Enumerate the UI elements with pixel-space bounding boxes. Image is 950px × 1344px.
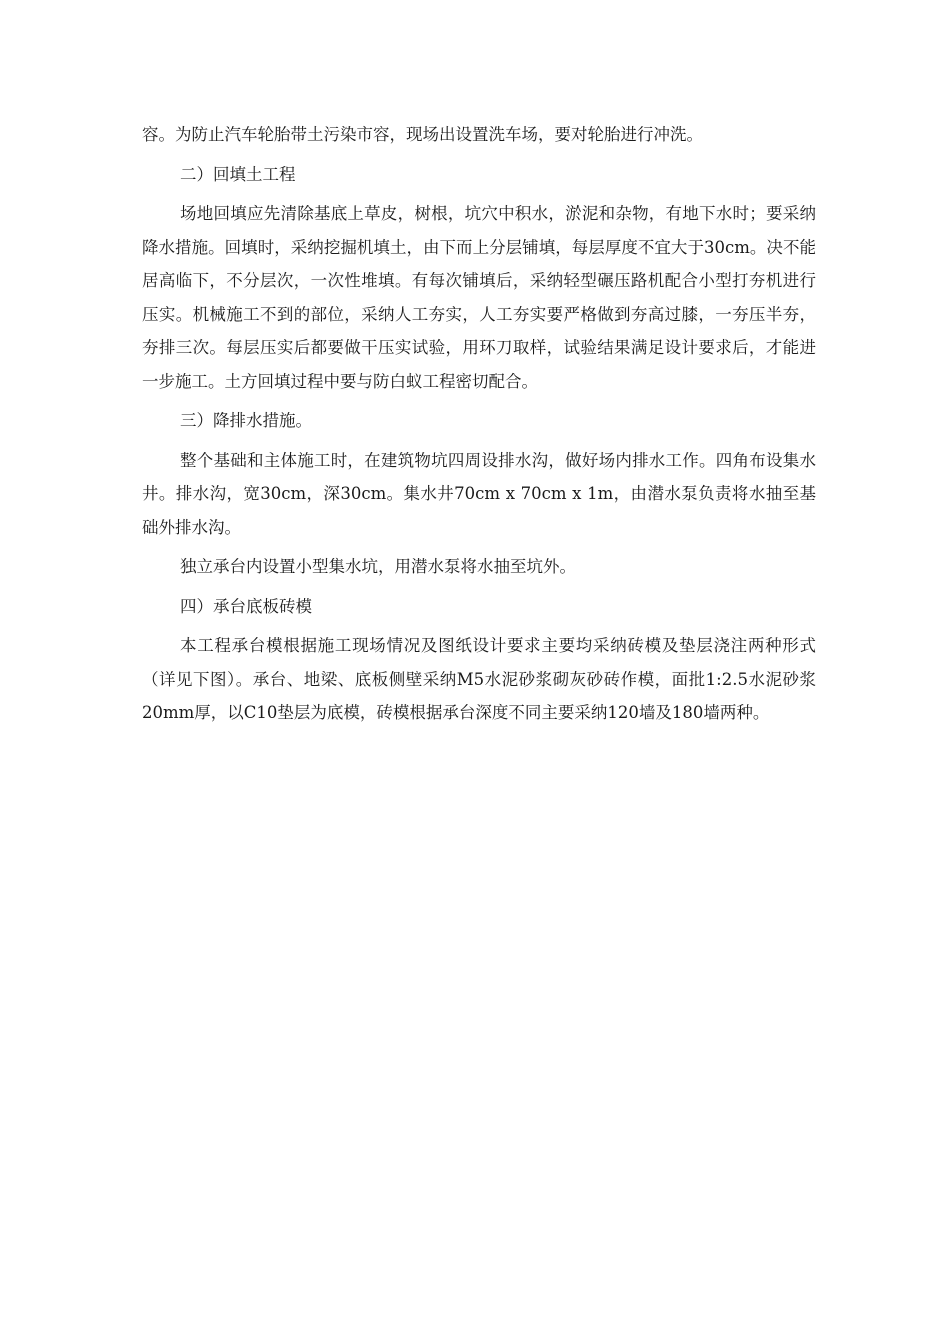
section-heading-brick-formwork: 四）承台底板砖模 — [180, 596, 312, 616]
paragraph-continuation: 容。为防止汽车轮胎带土污染市容，现场出设置洗车场，要对轮胎进行冲洗。 — [142, 125, 703, 144]
paragraph-backfill: 场地回填应先清除基底上草皮，树根，坑穴中积水，淤泥和杂物，有地下水时；要采纳降水措施。回填时，采纳挖掘机填土，由下而上分层铺填，每层厚度不宜大于30cm。决不能居高临下，不分层次，一次性堆填。有每次铺填后，采纳轻型碾压路机配合小型打夯机进行压实。机械施工不到的部位，采纳人工夯实，人工夯实要严格做到夯高过膝，一夯压半夯，夯排三次。每层压实后都要做干压实试验，用环刀取样，试验结果满足设计要求后，才能进一步施工。土方回填过程中要与防白蚁工程密切配合。 — [142, 204, 816, 391]
paragraph-brick-formwork: 本工程承台模根据施工现场情况及图纸设计要求主要均采纳砖模及垫层浇注两种形式（详见下图）。承台、地梁、底板侧壁采纳M5水泥砂浆砌灰砂砖作模，面批1:2.5水泥砂浆20mm厚，以C10垫层为底模，砖模根据承台深度不同主要采纳120墙及180墙两种。 — [142, 636, 816, 722]
section-heading-drainage: 三）降排水措施。 — [180, 411, 312, 430]
section-heading-backfill: 二）回填土工程 — [180, 164, 296, 184]
paragraph-drainage: 整个基础和主体施工时，在建筑物坑四周设排水沟，做好场内排水工作。四角布设集水井。排水沟，宽30cm，深30cm。集水井70cm x 70cm x 1m，由潜水泵负责将水抽至基础外排水沟。 — [142, 450, 816, 537]
paragraph-sump: 独立承台内设置小型集水坑，用潜水泵将水抽至坑外。 — [180, 557, 576, 576]
document-body — [142, 118, 816, 736]
